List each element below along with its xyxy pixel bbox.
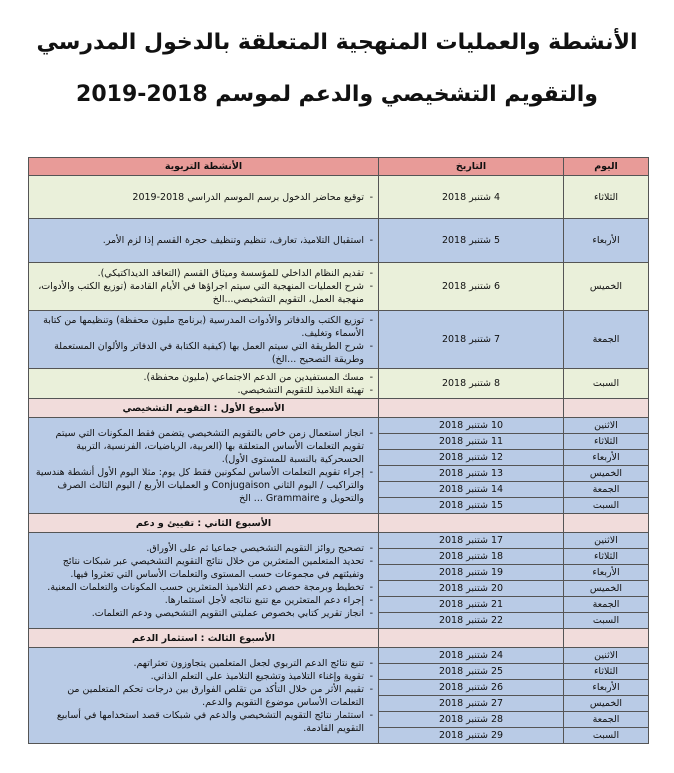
date-cell: 14 شتنبر 2018 <box>379 482 564 498</box>
date-cell: 12 شتنبر 2018 <box>379 450 564 466</box>
activity-item: - استثمار نتائج التقويم التشخيصي والدعم في شبكات قصد استخدامها في أسابيع التقويم القادمة. <box>33 709 364 735</box>
week-2-title: الأسبوع الثاني : تفييئ و دعم <box>29 514 379 533</box>
date-cell: 13 شتنبر 2018 <box>379 466 564 482</box>
table-row <box>29 648 649 664</box>
week-2-title-row <box>29 514 649 533</box>
activity-item: - انجاز استعمال زمن خاص بالتقويم التشخيصي يتضمن فقط المكونات التي سيتم تقويم التعلمات الأساس المتعلقة بها (العربية، الرياضيات، الفرنسية، التربية الحسحركية بالنسبة للمستوى الأول). <box>33 427 364 466</box>
date-cell: 15 شتنبر 2018 <box>379 498 564 514</box>
date-cell: 25 شتنبر 2018 <box>379 664 564 680</box>
day-cell: السبت <box>564 613 649 629</box>
activity-item: - انجاز تقرير كتابي بخصوص عمليتي التقويم التشخيصي ودعم التعلمات. <box>33 607 364 620</box>
day-cell: الخميس <box>564 263 649 311</box>
activity-item: - تقديم النظام الداخلي للمؤسسة وميثاق القسم (التعاقد الديداكتيكي). <box>33 267 364 280</box>
schedule-table <box>28 157 649 744</box>
week-1-title: الأسبوع الأول : التقويم التشخيصي <box>29 399 379 418</box>
day-cell: السبت <box>564 498 649 514</box>
day-cell: الجمعة <box>564 712 649 728</box>
day-cell: الأربعاء <box>564 450 649 466</box>
day-cell: الثلاثاء <box>564 176 649 219</box>
activities-cell <box>29 263 379 311</box>
day-cell: الجمعة <box>564 597 649 613</box>
activity-item: - توقيع محاضر الدخول برسم الموسم الدراسي 2018-2019 <box>33 191 364 204</box>
activity-item: - تخطيط وبرمجة حصص دعم التلاميذ المتعثرين حسب المكونات والتعلمات المعنية. <box>33 581 364 594</box>
date-cell: 20 شتنبر 2018 <box>379 581 564 597</box>
header-day: اليوم <box>564 158 649 176</box>
day-cell: الاثنين <box>564 418 649 434</box>
week-3-title-row <box>29 629 649 648</box>
activity-item: - استقبال التلاميذ، تعارف، تنظيم وتنظيف حجرة القسم إذا لزم الأمر. <box>33 234 364 247</box>
activity-item: - شرح الطريقة التي سيتم العمل بها (كيفية الكتابة في الدفاتر والألوان المستعملة وطريقة التصحيح ...الخ) <box>33 340 364 366</box>
date-cell: 10 شتنبر 2018 <box>379 418 564 434</box>
table-row <box>29 369 649 399</box>
day-cell: الخميس <box>564 466 649 482</box>
date-cell: 28 شتنبر 2018 <box>379 712 564 728</box>
activity-item: - تحديد المتعلمين المتعثرين من خلال نتائج التقويم التشخيصي عبر شبكات نتائج وتفيئتهم في مجموعات حسب المستوى والتعلمات الأساس التي تعثروا فيها. <box>33 555 364 581</box>
table-row <box>29 263 649 311</box>
page-subtitle: والتقويم التشخيصي والدعم لموسم 2018-2019 <box>76 82 598 107</box>
activity-item: - تقييم الأثر من خلال التأكد من تقلص الفوارق بين درجات تحكم المتعلمين من التعلمات الأساس موضوع التقويم والدعم. <box>33 683 364 709</box>
date-cell: 21 شتنبر 2018 <box>379 597 564 613</box>
header-date: التاريخ <box>379 158 564 176</box>
activity-item: - تتبع نتائج الدعم التربوي لجعل المتعلمين يتجاوزون تعثراتهم. <box>33 657 364 670</box>
date-cell: 6 شتنبر 2018 <box>379 263 564 311</box>
table-row <box>29 311 649 369</box>
activities-cell <box>29 369 379 399</box>
date-cell: 24 شتنبر 2018 <box>379 648 564 664</box>
activities-cell <box>29 219 379 263</box>
day-cell: الاثنين <box>564 533 649 549</box>
day-cell: الثلاثاء <box>564 664 649 680</box>
activity-item: - مسك المستفيدين من الدعم الاجتماعي (مليون محفظة). <box>33 371 364 384</box>
activity-item: - توزيع الكتب والدفاتر والأدوات المدرسية (برنامج مليون محفظة) وتنظيمها من كتابة الأسماء وتغليف. <box>33 314 364 340</box>
date-cell: 4 شتنبر 2018 <box>379 176 564 219</box>
day-cell: الثلاثاء <box>564 434 649 450</box>
table-row <box>29 533 649 549</box>
day-cell: الجمعة <box>564 482 649 498</box>
week-2-activities <box>29 533 379 629</box>
activity-item: - تهيئة التلاميذ للتقويم التشخيصي. <box>33 384 364 397</box>
table-row <box>29 176 649 219</box>
table-row <box>29 219 649 263</box>
date-cell: 18 شتنبر 2018 <box>379 549 564 565</box>
week-1-activities <box>29 418 379 514</box>
date-cell: 7 شتنبر 2018 <box>379 311 564 369</box>
day-cell: الخميس <box>564 581 649 597</box>
activity-item: - تصحيح روائز التقويم التشخيصي جماعيا ثم على الأوراق. <box>33 542 364 555</box>
date-cell: 22 شتنبر 2018 <box>379 613 564 629</box>
day-cell: الخميس <box>564 696 649 712</box>
date-cell: 29 شتنبر 2018 <box>379 728 564 744</box>
activity-item: - تقوية وإغناء التلاميذ وتشجيع التلاميذ على التعلم الذاتي. <box>33 670 364 683</box>
date-cell: 26 شتنبر 2018 <box>379 680 564 696</box>
activity-item: - إجراء تقويم التعلمات الأساس لمكونين فقط كل يوم: مثلا اليوم الأول أنشطة هندسية والتراكيب / اليوم الثاني Conjugaison و العمليات الأربع / اليوم الثالث الصرف والتحويل و Grammaire ... الخ <box>33 466 364 505</box>
day-cell: الاثنين <box>564 648 649 664</box>
header-activities: الأنشطة التربوية <box>29 158 379 176</box>
day-cell: السبت <box>564 369 649 399</box>
day-cell: السبت <box>564 728 649 744</box>
activity-item: - شرح العمليات المنهجية التي سيتم اجراؤها في الأيام القادمة (توزيع الكتب والأدوات، منهجية العمل، التقويم التشخيصي...الخ <box>33 280 364 306</box>
activities-cell <box>29 176 379 219</box>
week-1-title-row <box>29 399 649 418</box>
day-cell: الثلاثاء <box>564 549 649 565</box>
table-header-row <box>29 158 649 176</box>
date-cell: 27 شتنبر 2018 <box>379 696 564 712</box>
date-cell: 19 شتنبر 2018 <box>379 565 564 581</box>
date-cell: 8 شتنبر 2018 <box>379 369 564 399</box>
day-cell: الأربعاء <box>564 219 649 263</box>
date-cell: 5 شتنبر 2018 <box>379 219 564 263</box>
day-cell: الأربعاء <box>564 565 649 581</box>
table-row <box>29 418 649 434</box>
day-cell: الجمعة <box>564 311 649 369</box>
date-cell: 11 شتنبر 2018 <box>379 434 564 450</box>
date-cell: 17 شتنبر 2018 <box>379 533 564 549</box>
activities-cell <box>29 311 379 369</box>
page-title: الأنشطة والعمليات المنهجية المتعلقة بالدخول المدرسي <box>36 30 638 55</box>
week-3-activities <box>29 648 379 744</box>
week-3-title: الأسبوع الثالث : استثمار الدعم <box>29 629 379 648</box>
day-cell: الأربعاء <box>564 680 649 696</box>
activity-item: - إجراء دعم المتعثرين مع تتبع نتائجه لأجل استثمارها. <box>33 594 364 607</box>
